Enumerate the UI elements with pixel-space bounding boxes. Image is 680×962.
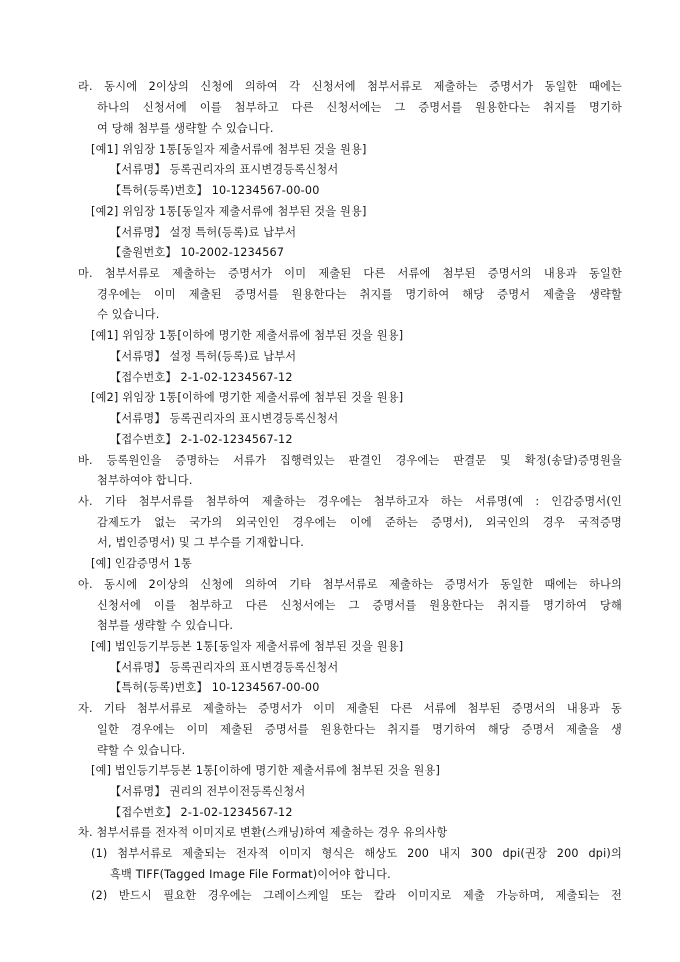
item-a-line-2: 신청서에 이를 첨부하고 다른 신청서에는 그 증명서를 원용한다는 취지를 명기하여 당해: [97, 599, 622, 612]
example-2-title: [예2] 위임장 1통[동일자 제출서류에 첨부된 것을 원용]: [91, 205, 367, 218]
example-title: [예] 법인등기부등본 1통[동일자 제출서류에 첨부된 것을 원용]: [91, 640, 404, 653]
example-1-title: [예1] 위임장 1통[이하에 명기한 제출서류에 첨부된 것을 원용]: [91, 329, 404, 342]
item-ma-line-3: 수 있습니다.: [97, 308, 160, 321]
example-number: 【접수번호】 2-1-02-1234567-12: [110, 806, 293, 819]
item-a-line-3: 첨부를 생략할 수 있습니다.: [97, 619, 234, 632]
example-title: [예] 인감증명서 1통: [91, 557, 193, 570]
example-doc-name: 【서류명】 등록권리자의 표시변경등록신청서: [110, 661, 339, 674]
sub-item-1-line-2: 흑백 TIFF(Tagged Image File Format)이어야 합니다.: [110, 868, 391, 881]
example-2-number: 【출원번호】 10-2002-1234567: [110, 246, 285, 259]
example-1-number: 【접수번호】 2-1-02-1234567-12: [110, 371, 293, 384]
item-ra-line-2: 하나의 신청서에 이를 첨부하고 다른 신청서에는 그 증명서를 원용한다는 취지를 명기하: [97, 101, 622, 114]
item-ba-line-2: 첨부하여야 합니다.: [97, 474, 193, 487]
example-doc-name: 【서류명】 권리의 전부이전등록신청서: [110, 785, 306, 798]
example-2-title: [예2] 위임장 1통[이하에 명기한 제출서류에 첨부된 것을 원용]: [91, 391, 404, 404]
example-1-doc-name: 【서류명】 등록권리자의 표시변경등록신청서: [110, 163, 339, 176]
item-ba-line-1: 바. 등록원인을 증명하는 서류가 집행력있는 판결인 경우에는 판결문 및 확정(송달)증명원을: [78, 454, 622, 467]
example-title: [예] 법인등기부등본 1통[이하에 명기한 제출서류에 첨부된 것을 원용]: [91, 764, 441, 777]
item-sa-line-3: 서, 법인증명서) 및 그 부수를 기재합니다.: [97, 536, 304, 549]
item-sa-line-1: 사. 기타 첨부서류를 첨부하여 제출하는 경우에는 첨부하고자 하는 서류명(예 : 인감증명서(인: [78, 495, 622, 508]
item-ra-line-1: 라. 동시에 2이상의 신청에 의하여 각 신청서에 첨부서류로 제출하는 증명서가 동일한 때에는: [78, 80, 622, 93]
item-ma-line-1: 마. 첨부서류로 제출하는 증명서가 이미 제출된 다른 서류에 첨부된 증명서의 내용과 동일한: [78, 267, 622, 280]
example-number: 【특허(등록)번호】 10-1234567-00-00: [110, 681, 320, 694]
example-1-title: [예1] 위임장 1통[동일자 제출서류에 첨부된 것을 원용]: [91, 143, 367, 156]
example-1-number: 【특허(등록)번호】 10-1234567-00-00: [110, 184, 320, 197]
item-ra-line-3: 여 당해 첨부를 생략할 수 있습니다.: [97, 122, 274, 135]
item-ma-line-2: 경우에는 이미 제출된 증명서를 원용한다는 취지를 명기하여 해당 증명서 제출을 생략할: [97, 288, 622, 301]
item-ja-line-2: 일한 경우에는 이미 제출된 증명서를 원용한다는 취지를 명기하여 해당 증명서 제출을 생: [97, 723, 622, 736]
item-a-line-1: 아. 동시에 2이상의 신청에 의하여 기타 첨부서류로 제출하는 증명서가 동일한 때에는 하나의: [78, 578, 622, 591]
example-2-number: 【접수번호】 2-1-02-1234567-12: [110, 433, 293, 446]
sub-item-1-line-1: (1) 첨부서류로 제출되는 전자적 이미지 형식은 해상도 200 내지 300 dpi(권장 200 dpi)의: [91, 847, 622, 860]
item-ja-line-1: 자. 기타 첨부서류로 제출하는 증명서가 이미 제출된 다른 서류에 첨부된 증명서의 내용과 동: [78, 702, 622, 715]
example-2-doc-name: 【서류명】 등록권리자의 표시변경등록신청서: [110, 412, 339, 425]
item-ja-line-3: 략할 수 있습니다.: [97, 744, 186, 757]
example-2-doc-name: 【서류명】 설정 특허(등록)료 납부서: [110, 226, 297, 239]
item-cha-title: 차. 첨부서류를 전자적 이미지로 변환(스캐닝)하여 제출하는 경우 유의사항: [78, 826, 448, 839]
item-sa-line-2: 감제도가 없는 국가의 외국인인 경우에는 이에 준하는 증명서), 외국인의 경우 국적증명: [97, 516, 622, 529]
example-1-doc-name: 【서류명】 설정 특허(등록)료 납부서: [110, 350, 297, 363]
sub-item-2-line-1: (2) 반드시 필요한 경우에는 그레이스케일 또는 칼라 이미지로 제출 가능하며, 제출되는 전: [91, 889, 622, 902]
